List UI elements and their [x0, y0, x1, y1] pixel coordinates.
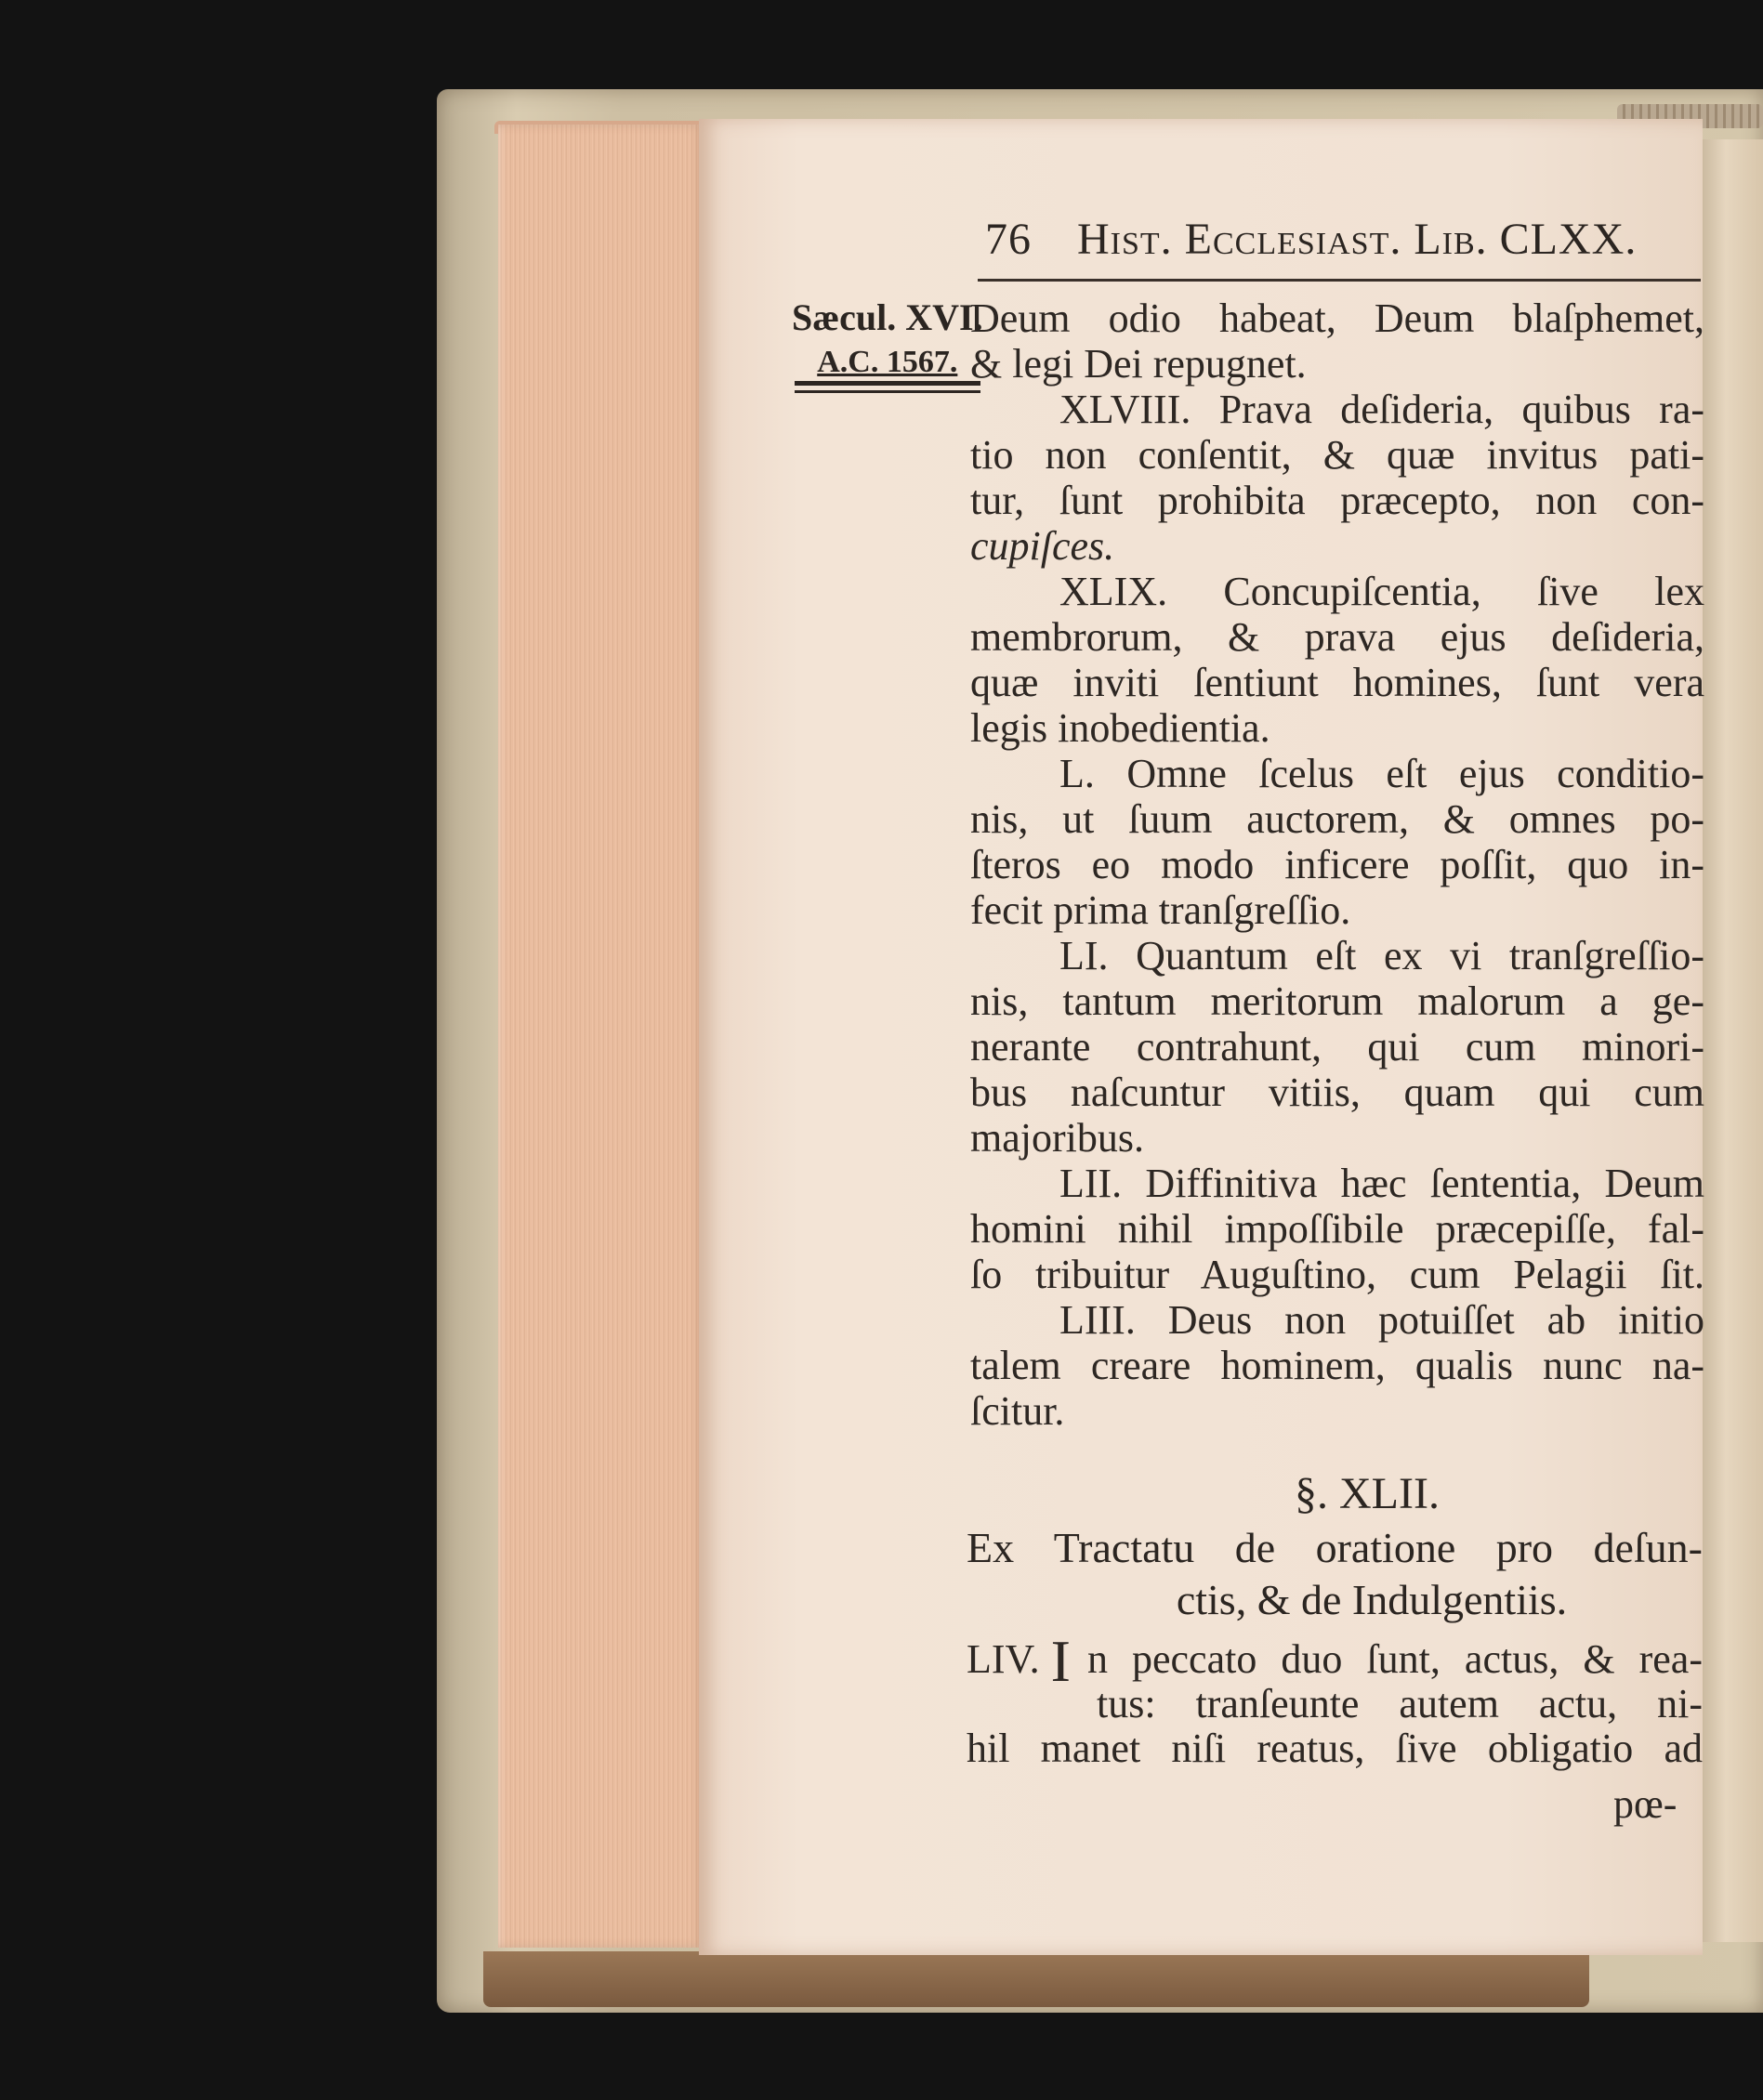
liv-line-text: n peccato duo ſunt, actus, & rea-: [1086, 1636, 1703, 1682]
text-line: XLVIII. Prava deſideria, quibus ra-: [1059, 387, 1704, 432]
text-line: majoribus.: [970, 1115, 1144, 1161]
text-line: legis inobedientia.: [970, 705, 1270, 751]
body-text: [970, 295, 1704, 1434]
text-line: LI. Quantum eſt ex vi tranſgreſſio-: [1059, 933, 1704, 978]
section-title-line: Ex Tractatu de oratione pro deſun-: [967, 1524, 1703, 1571]
text-line: & legi Dei repugnet.: [970, 341, 1307, 387]
text-line: quæ inviti ſentiunt homines, ſunt vera: [970, 660, 1704, 705]
running-header: [985, 214, 1637, 265]
text-line: ſcitur.: [970, 1388, 1065, 1434]
text-line: L. Omne ſcelus eſt ejus conditio-: [1059, 751, 1704, 796]
margin-year: A.C. 1567.: [817, 345, 958, 379]
text-line: nerante contrahunt, qui cum minori-: [970, 1024, 1704, 1070]
text-line: nis, ut ſuum auctorem, & omnes po-: [970, 796, 1704, 842]
paragraph-liv: [967, 1628, 1703, 1771]
margin-note: [792, 295, 983, 385]
text-line: cupiſces.: [970, 523, 1115, 569]
margin-rule: [795, 390, 980, 393]
cover-edge: [483, 1951, 1589, 2007]
page-block-edges: [498, 125, 704, 1948]
header-rule: [978, 279, 1701, 282]
section-heading: [967, 1466, 1703, 1626]
text-line: nis, tantum meritorum malorum a ge-: [970, 978, 1704, 1024]
liv-line-text: tus: tranſeunte autem actu, ni-: [1097, 1681, 1703, 1726]
text-line: ſo tribuitur Auguſtino, cum Pelagii ſit.: [970, 1252, 1704, 1297]
text-line: ſteros eo modo inficere poſſit, quo in-: [970, 842, 1704, 887]
text-line: bus naſcuntur vitiis, quam qui cum: [970, 1070, 1704, 1115]
text-line: Deum odio habeat, Deum blaſphemet,: [970, 295, 1704, 341]
section-number: §. XLII.: [1295, 1469, 1440, 1518]
text-line: LIII. Deus non potuiſſet ab initio: [1059, 1297, 1704, 1343]
running-title: Hist. Ecclesiast. Lib. CLXX.: [1077, 215, 1638, 264]
text-line: talem creare hominem, qualis nunc na-: [970, 1343, 1704, 1388]
liv-line-text: hil manet niſi reatus, ſive obligatio ad: [967, 1726, 1703, 1771]
facing-page-edge: [1701, 139, 1763, 1942]
section-title-line: ctis, & de Indulgentiis.: [1176, 1576, 1568, 1623]
liv-label: LIV.: [967, 1636, 1040, 1682]
drop-cap: I: [1050, 1628, 1071, 1694]
page-number: 76: [985, 215, 1032, 264]
text-line: tur, ſunt prohibita præcepto, non con-: [970, 478, 1704, 523]
liv-line: [967, 1628, 1703, 1694]
margin-rule: [795, 381, 980, 386]
text-line: XLIX. Concupiſcentia, ſive lex: [1059, 569, 1704, 614]
text-line: membrorum, & prava ejus deſideria,: [970, 614, 1704, 660]
text-line: fecit prima tranſgreſſio.: [970, 887, 1351, 933]
text-line: tio non conſentit, & quæ invitus pati-: [970, 432, 1704, 478]
text-line: homini nihil impoſſibile præcepiſſe, fal-: [970, 1206, 1704, 1252]
text-line: LII. Diffinitiva hæc ſententia, Deum: [1059, 1161, 1704, 1206]
margin-century: Sæcul. XVI.: [792, 296, 983, 338]
catchword: pœ-: [1613, 1781, 1677, 1827]
